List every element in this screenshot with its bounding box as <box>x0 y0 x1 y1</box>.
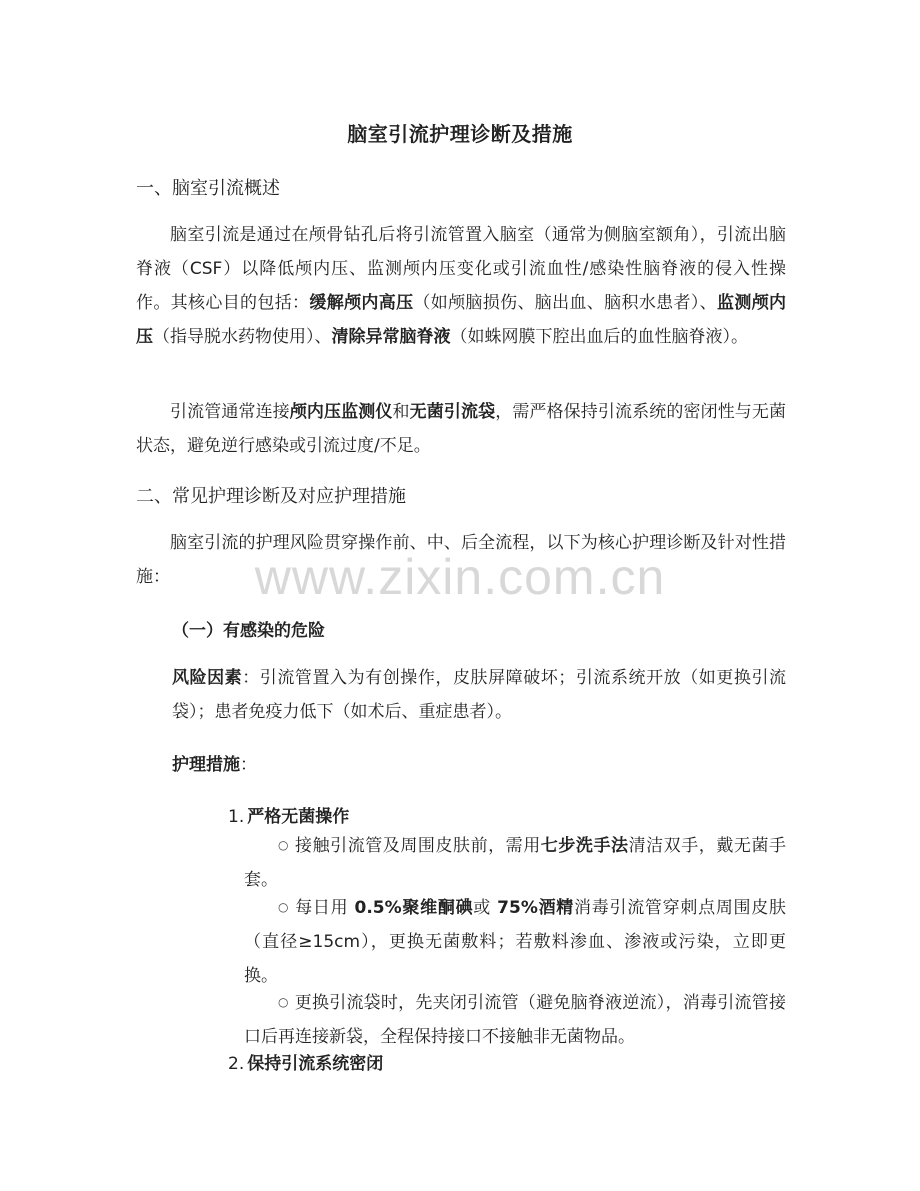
circle-bullet-icon: ○ <box>278 838 290 852</box>
subsection-1-heading: （一）有感染的危险 <box>172 621 325 641</box>
section-2-intro: 脑室引流的护理风险贯穿操作前、中、后全流程，以下为核心护理诊断及针对性措施： <box>136 533 786 587</box>
list-item-2: 2. 保持引流系统密闭 <box>228 1054 384 1074</box>
bullet-item-3: ○ 更换引流袋时，先夹闭引流管（避免脑脊液逆流），消毒引流管接口后再连接新袋，全程保持接口不接触非无菌物品。 <box>244 993 786 1047</box>
bullet-item-2: ○ 每日用 0.5%聚维酮碘或 75%酒精消毒引流管穿刺点周围皮肤（直径≥15cm），更换无菌敷料；若敷料渗血、渗液或污染，立即更换。 <box>244 898 787 986</box>
section-1-paragraph-2: 引流管通常连接颅内压监测仪和无菌引流袋，需严格保持引流系统的密闭性与无菌状态，避免逆行感染或引流过度/不足。 <box>136 402 787 456</box>
section-2-heading: 二、常见护理诊断及对应护理措施 <box>136 486 406 507</box>
watermark: www.zixin.com.cn <box>254 549 666 605</box>
circle-bullet-icon: ○ <box>278 900 290 914</box>
bullet-item-1: ○ 接触引流管及周围皮肤前，需用七步洗手法清洁双手，戴无菌手套。 <box>244 836 787 890</box>
circle-bullet-icon: ○ <box>278 995 289 1009</box>
list-item-1: 1. 严格无菌操作 <box>228 807 350 827</box>
section-1-paragraph-1: 脑室引流是通过在颅骨钻孔后将引流管置入脑室（通常为侧脑室额角），引流出脑脊液（CSF）以降低颅内压、监测颅内压变化或引流血性/感染性脑脊液的侵入性操作。其核心目的包括：缓解颅内高压（如颅脑损伤、脑出血、脑积水患者）、监测颅内压（指导脱水药物使用）、清除异常脑脊液（如蛛网膜下腔出血后的血性脑脊液）。 <box>136 225 787 347</box>
nursing-measures-label: 护理措施： <box>172 755 257 775</box>
section-1-heading: 一、脑室引流概述 <box>136 178 280 199</box>
risk-factors-paragraph: 风险因素：引流管置入为有创操作，皮肤屏障破坏；引流系统开放（如更换引流袋）；患者免疫力低下（如术后、重症患者）。 <box>172 668 787 722</box>
document-title: 脑室引流护理诊断及措施 <box>347 122 573 146</box>
